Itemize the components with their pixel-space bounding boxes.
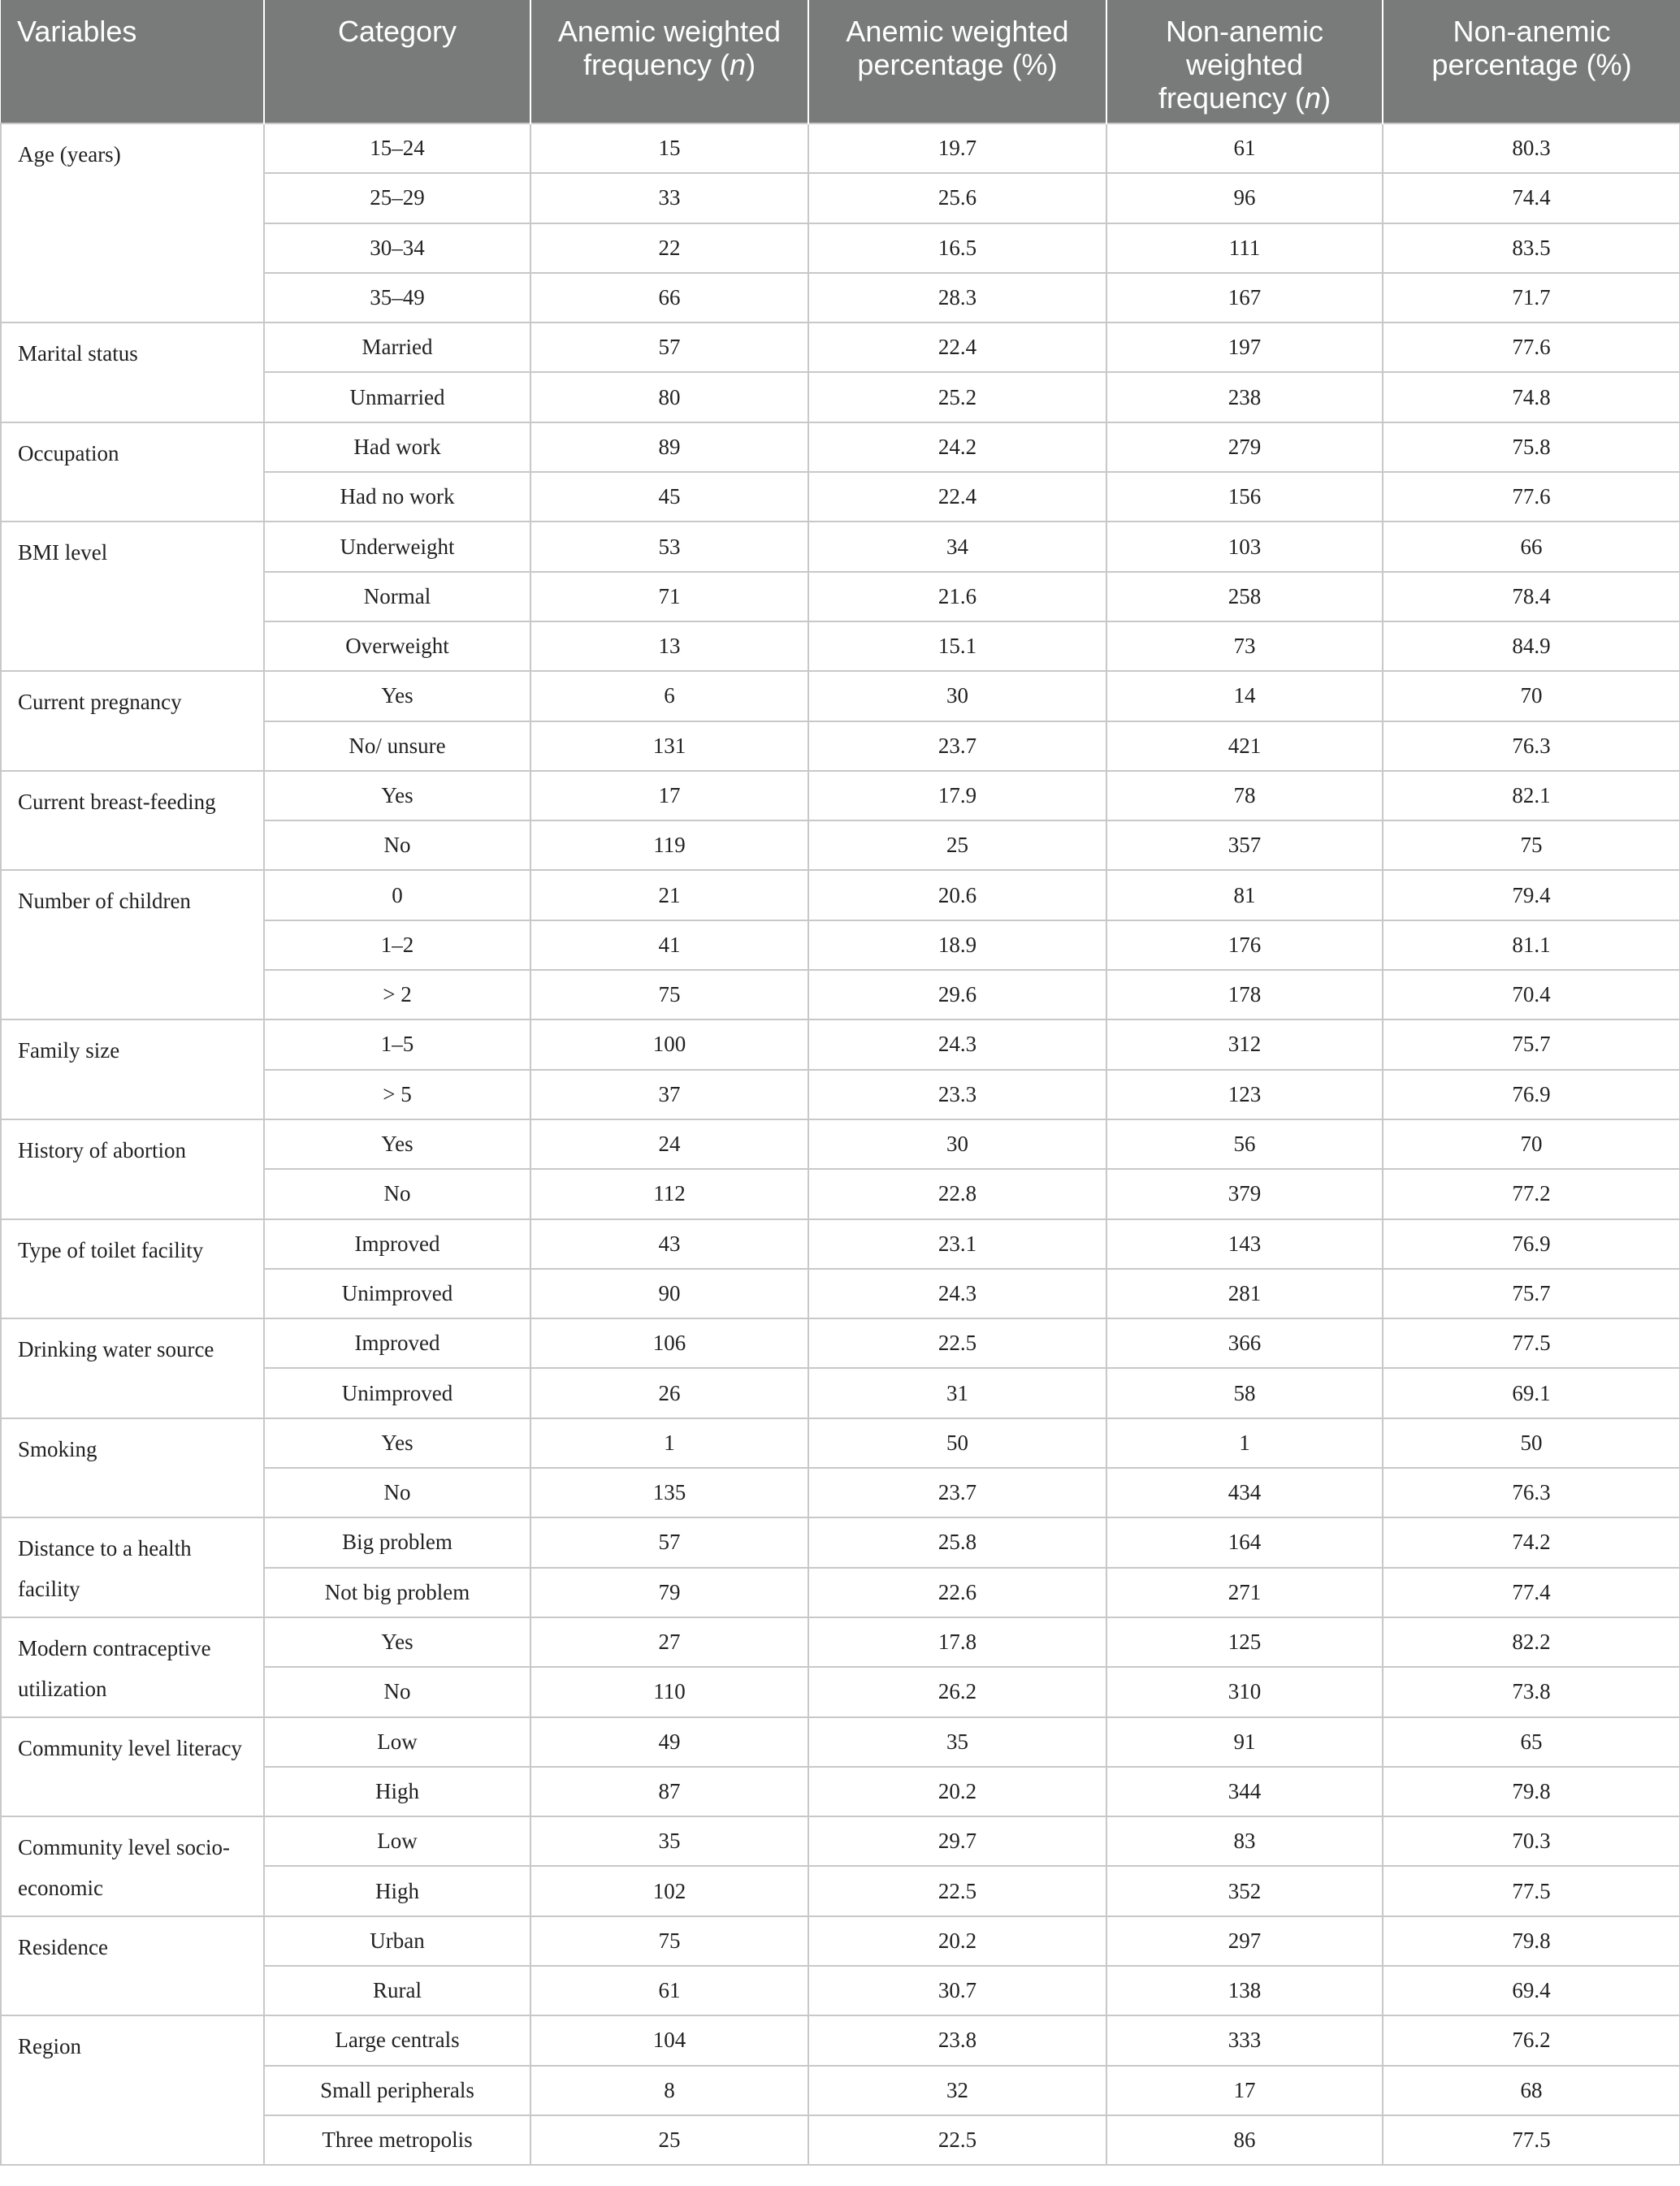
non-anemic-percentage-cell: 70.3 bbox=[1383, 1816, 1680, 1866]
variable-cell: Community level literacy bbox=[1, 1717, 264, 1817]
anemic-percentage-cell: 22.4 bbox=[808, 322, 1106, 372]
table-row bbox=[1, 1219, 1680, 1269]
category-cell: No bbox=[264, 1667, 530, 1716]
anemic-frequency-cell: 90 bbox=[530, 1269, 808, 1318]
variable-cell: Age (years) bbox=[1, 123, 264, 322]
anemic-percentage-cell: 30 bbox=[808, 671, 1106, 721]
anemic-percentage-cell: 18.9 bbox=[808, 920, 1106, 970]
anemic-frequency-cell: 80 bbox=[530, 372, 808, 422]
table-row bbox=[1, 1617, 1680, 1667]
category-cell: High bbox=[264, 1866, 530, 1915]
non-anemic-frequency-cell: 91 bbox=[1106, 1717, 1383, 1767]
category-cell: No bbox=[264, 1468, 530, 1517]
variable-cell: BMI level bbox=[1, 522, 264, 671]
anemic-percentage-cell: 15.1 bbox=[808, 621, 1106, 671]
anemic-frequency-cell: 66 bbox=[530, 273, 808, 322]
category-cell: No bbox=[264, 820, 530, 870]
category-cell: No bbox=[264, 1169, 530, 1219]
variable-cell: Family size bbox=[1, 1019, 264, 1119]
non-anemic-frequency-cell: 156 bbox=[1106, 472, 1383, 522]
category-cell: Unimproved bbox=[264, 1269, 530, 1318]
anemic-frequency-cell: 8 bbox=[530, 2066, 808, 2115]
anemic-percentage-cell: 29.6 bbox=[808, 970, 1106, 1019]
non-anemic-frequency-cell: 83 bbox=[1106, 1816, 1383, 1866]
anemic-frequency-cell: 89 bbox=[530, 422, 808, 472]
anemic-percentage-cell: 22.6 bbox=[808, 1568, 1106, 1617]
non-anemic-frequency-cell: 297 bbox=[1106, 1916, 1383, 1966]
anemic-percentage-cell: 28.3 bbox=[808, 273, 1106, 322]
anemic-frequency-cell: 53 bbox=[530, 522, 808, 571]
category-cell: No/ unsure bbox=[264, 721, 530, 771]
non-anemic-percentage-cell: 82.1 bbox=[1383, 771, 1680, 820]
non-anemic-percentage-cell: 77.5 bbox=[1383, 2115, 1680, 2165]
anemic-percentage-cell: 31 bbox=[808, 1368, 1106, 1418]
category-cell: 35–49 bbox=[264, 273, 530, 322]
category-cell: Yes bbox=[264, 671, 530, 721]
anemic-frequency-cell: 131 bbox=[530, 721, 808, 771]
non-anemic-frequency-cell: 103 bbox=[1106, 522, 1383, 571]
non-anemic-frequency-cell: 167 bbox=[1106, 273, 1383, 322]
anemic-frequency-cell: 110 bbox=[530, 1667, 808, 1716]
non-anemic-percentage-cell: 80.3 bbox=[1383, 123, 1680, 173]
anemic-percentage-cell: 17.9 bbox=[808, 771, 1106, 820]
variable-cell: Occupation bbox=[1, 422, 264, 522]
anemic-percentage-cell: 29.7 bbox=[808, 1816, 1106, 1866]
non-anemic-frequency-cell: 111 bbox=[1106, 223, 1383, 273]
non-anemic-percentage-cell: 66 bbox=[1383, 522, 1680, 571]
non-anemic-percentage-cell: 70 bbox=[1383, 671, 1680, 721]
non-anemic-percentage-cell: 83.5 bbox=[1383, 223, 1680, 273]
non-anemic-percentage-cell: 81.1 bbox=[1383, 920, 1680, 970]
anemic-frequency-cell: 57 bbox=[530, 322, 808, 372]
anemic-percentage-cell: 24.2 bbox=[808, 422, 1106, 472]
table-row bbox=[1, 1019, 1680, 1069]
anemic-frequency-cell: 24 bbox=[530, 1119, 808, 1169]
category-cell: Small peripherals bbox=[264, 2066, 530, 2115]
category-cell: 1–5 bbox=[264, 1019, 530, 1069]
category-cell: Large centrals bbox=[264, 2015, 530, 2065]
category-cell: > 5 bbox=[264, 1070, 530, 1119]
category-cell: Not big problem bbox=[264, 1568, 530, 1617]
anemic-frequency-cell: 6 bbox=[530, 671, 808, 721]
non-anemic-percentage-cell: 75.7 bbox=[1383, 1269, 1680, 1318]
non-anemic-frequency-cell: 421 bbox=[1106, 721, 1383, 771]
category-cell: Urban bbox=[264, 1916, 530, 1966]
anemic-frequency-cell: 1 bbox=[530, 1418, 808, 1468]
anemic-percentage-cell: 16.5 bbox=[808, 223, 1106, 273]
header-anemic-percentage: Anemic weighted percentage (%) bbox=[808, 0, 1106, 123]
anemic-percentage-cell: 32 bbox=[808, 2066, 1106, 2115]
non-anemic-frequency-cell: 281 bbox=[1106, 1269, 1383, 1318]
category-cell: 0 bbox=[264, 870, 530, 920]
table-row bbox=[1, 671, 1680, 721]
anemic-percentage-cell: 22.8 bbox=[808, 1169, 1106, 1219]
anemic-frequency-cell: 45 bbox=[530, 472, 808, 522]
anemic-frequency-cell: 21 bbox=[530, 870, 808, 920]
category-cell: High bbox=[264, 1767, 530, 1816]
anemic-frequency-cell: 75 bbox=[530, 970, 808, 1019]
category-cell: 1–2 bbox=[264, 920, 530, 970]
anemic-percentage-cell: 23.7 bbox=[808, 721, 1106, 771]
anemic-percentage-cell: 24.3 bbox=[808, 1019, 1106, 1069]
table-row bbox=[1, 522, 1680, 571]
category-cell: > 2 bbox=[264, 970, 530, 1019]
non-anemic-frequency-cell: 78 bbox=[1106, 771, 1383, 820]
anemic-frequency-cell: 13 bbox=[530, 621, 808, 671]
anemic-frequency-cell: 33 bbox=[530, 173, 808, 223]
non-anemic-percentage-cell: 79.8 bbox=[1383, 1916, 1680, 1966]
anemic-percentage-cell: 22.5 bbox=[808, 2115, 1106, 2165]
anemic-percentage-cell: 50 bbox=[808, 1418, 1106, 1468]
category-cell: Unimproved bbox=[264, 1368, 530, 1418]
non-anemic-percentage-cell: 74.8 bbox=[1383, 372, 1680, 422]
anemic-percentage-cell: 30.7 bbox=[808, 1966, 1106, 2015]
non-anemic-frequency-cell: 344 bbox=[1106, 1767, 1383, 1816]
non-anemic-frequency-cell: 86 bbox=[1106, 2115, 1383, 2165]
non-anemic-percentage-cell: 82.2 bbox=[1383, 1617, 1680, 1667]
category-cell: Unmarried bbox=[264, 372, 530, 422]
variable-cell: Distance to a health facility bbox=[1, 1517, 264, 1617]
non-anemic-frequency-cell: 96 bbox=[1106, 173, 1383, 223]
non-anemic-percentage-cell: 74.4 bbox=[1383, 173, 1680, 223]
variable-cell: Number of children bbox=[1, 870, 264, 1019]
category-cell: 25–29 bbox=[264, 173, 530, 223]
non-anemic-frequency-cell: 357 bbox=[1106, 820, 1383, 870]
non-anemic-frequency-cell: 125 bbox=[1106, 1617, 1383, 1667]
non-anemic-percentage-cell: 76.2 bbox=[1383, 2015, 1680, 2065]
anemic-percentage-cell: 34 bbox=[808, 522, 1106, 571]
variable-cell: Drinking water source bbox=[1, 1318, 264, 1418]
anemic-frequency-cell: 35 bbox=[530, 1816, 808, 1866]
non-anemic-frequency-cell: 434 bbox=[1106, 1468, 1383, 1517]
non-anemic-frequency-cell: 164 bbox=[1106, 1517, 1383, 1567]
anemic-percentage-cell: 23.7 bbox=[808, 1468, 1106, 1517]
anemic-frequency-cell: 79 bbox=[530, 1568, 808, 1617]
anemic-percentage-cell: 23.8 bbox=[808, 2015, 1106, 2065]
anemic-frequency-cell: 17 bbox=[530, 771, 808, 820]
category-cell: Yes bbox=[264, 1617, 530, 1667]
table-row bbox=[1, 1816, 1680, 1866]
non-anemic-percentage-cell: 76.3 bbox=[1383, 1468, 1680, 1517]
header-category: Category bbox=[264, 0, 530, 123]
anemic-percentage-cell: 26.2 bbox=[808, 1667, 1106, 1716]
table-row bbox=[1, 322, 1680, 372]
anemic-frequency-cell: 57 bbox=[530, 1517, 808, 1567]
header-non-anemic-frequency: Non-anemic weighted frequency (n) bbox=[1106, 0, 1383, 123]
anemic-percentage-cell: 23.3 bbox=[808, 1070, 1106, 1119]
table-row bbox=[1, 1318, 1680, 1368]
variable-cell: Smoking bbox=[1, 1418, 264, 1518]
table-row bbox=[1, 1916, 1680, 1966]
non-anemic-frequency-cell: 178 bbox=[1106, 970, 1383, 1019]
variable-cell: Type of toilet facility bbox=[1, 1219, 264, 1319]
variable-cell: Marital status bbox=[1, 322, 264, 422]
non-anemic-percentage-cell: 76.3 bbox=[1383, 721, 1680, 771]
non-anemic-percentage-cell: 84.9 bbox=[1383, 621, 1680, 671]
non-anemic-percentage-cell: 77.5 bbox=[1383, 1866, 1680, 1915]
anemic-percentage-cell: 17.8 bbox=[808, 1617, 1106, 1667]
anemic-percentage-cell: 20.2 bbox=[808, 1767, 1106, 1816]
non-anemic-percentage-cell: 77.5 bbox=[1383, 1318, 1680, 1368]
anemic-frequency-cell: 75 bbox=[530, 1916, 808, 1966]
anemic-frequency-cell: 135 bbox=[530, 1468, 808, 1517]
header-row bbox=[1, 0, 1680, 123]
non-anemic-percentage-cell: 77.6 bbox=[1383, 322, 1680, 372]
non-anemic-percentage-cell: 77.6 bbox=[1383, 472, 1680, 522]
non-anemic-percentage-cell: 69.1 bbox=[1383, 1368, 1680, 1418]
anemic-frequency-cell: 22 bbox=[530, 223, 808, 273]
non-anemic-percentage-cell: 78.4 bbox=[1383, 572, 1680, 621]
category-cell: Yes bbox=[264, 1418, 530, 1468]
non-anemic-frequency-cell: 58 bbox=[1106, 1368, 1383, 1418]
non-anemic-percentage-cell: 68 bbox=[1383, 2066, 1680, 2115]
table-body bbox=[1, 123, 1680, 2165]
anemic-percentage-cell: 25.2 bbox=[808, 372, 1106, 422]
variable-cell: History of abortion bbox=[1, 1119, 264, 1219]
non-anemic-frequency-cell: 1 bbox=[1106, 1418, 1383, 1468]
header-variables: Variables bbox=[1, 0, 264, 123]
table-row bbox=[1, 1119, 1680, 1169]
anemic-percentage-cell: 25.6 bbox=[808, 173, 1106, 223]
anemic-percentage-cell: 23.1 bbox=[808, 1219, 1106, 1269]
category-cell: Underweight bbox=[264, 522, 530, 571]
non-anemic-frequency-cell: 176 bbox=[1106, 920, 1383, 970]
table-row bbox=[1, 771, 1680, 820]
non-anemic-frequency-cell: 258 bbox=[1106, 572, 1383, 621]
non-anemic-percentage-cell: 79.8 bbox=[1383, 1767, 1680, 1816]
anemic-frequency-cell: 104 bbox=[530, 2015, 808, 2065]
anemic-percentage-cell: 25.8 bbox=[808, 1517, 1106, 1567]
non-anemic-frequency-cell: 61 bbox=[1106, 123, 1383, 173]
table-row bbox=[1, 1418, 1680, 1468]
non-anemic-frequency-cell: 271 bbox=[1106, 1568, 1383, 1617]
anemic-frequency-cell: 15 bbox=[530, 123, 808, 173]
non-anemic-percentage-cell: 71.7 bbox=[1383, 273, 1680, 322]
non-anemic-frequency-cell: 143 bbox=[1106, 1219, 1383, 1269]
category-cell: Big problem bbox=[264, 1517, 530, 1567]
anemic-percentage-cell: 20.2 bbox=[808, 1916, 1106, 1966]
anemic-frequency-cell: 25 bbox=[530, 2115, 808, 2165]
anemic-frequency-cell: 27 bbox=[530, 1617, 808, 1667]
variable-cell: Current pregnancy bbox=[1, 671, 264, 771]
non-anemic-percentage-cell: 77.4 bbox=[1383, 1568, 1680, 1617]
non-anemic-frequency-cell: 56 bbox=[1106, 1119, 1383, 1169]
non-anemic-percentage-cell: 74.2 bbox=[1383, 1517, 1680, 1567]
non-anemic-frequency-cell: 379 bbox=[1106, 1169, 1383, 1219]
table-row bbox=[1, 1517, 1680, 1567]
non-anemic-frequency-cell: 333 bbox=[1106, 2015, 1383, 2065]
non-anemic-frequency-cell: 81 bbox=[1106, 870, 1383, 920]
non-anemic-frequency-cell: 14 bbox=[1106, 671, 1383, 721]
category-cell: 15–24 bbox=[264, 123, 530, 173]
category-cell: Yes bbox=[264, 771, 530, 820]
table-row bbox=[1, 870, 1680, 920]
table-row bbox=[1, 422, 1680, 472]
non-anemic-frequency-cell: 352 bbox=[1106, 1866, 1383, 1915]
anemic-percentage-cell: 22.5 bbox=[808, 1866, 1106, 1915]
category-cell: Overweight bbox=[264, 621, 530, 671]
anemic-percentage-cell: 30 bbox=[808, 1119, 1106, 1169]
non-anemic-percentage-cell: 77.2 bbox=[1383, 1169, 1680, 1219]
category-cell: Three metropolis bbox=[264, 2115, 530, 2165]
non-anemic-percentage-cell: 69.4 bbox=[1383, 1966, 1680, 2015]
anemic-percentage-cell: 20.6 bbox=[808, 870, 1106, 920]
table-row bbox=[1, 2015, 1680, 2065]
anemic-frequency-cell: 119 bbox=[530, 820, 808, 870]
anemic-percentage-cell: 25 bbox=[808, 820, 1106, 870]
anemic-frequency-cell: 61 bbox=[530, 1966, 808, 2015]
category-cell: Normal bbox=[264, 572, 530, 621]
anemic-percentage-cell: 19.7 bbox=[808, 123, 1106, 173]
non-anemic-frequency-cell: 138 bbox=[1106, 1966, 1383, 2015]
variable-cell: Community level socio-economic bbox=[1, 1816, 264, 1916]
category-cell: Improved bbox=[264, 1318, 530, 1368]
anemic-percentage-cell: 35 bbox=[808, 1717, 1106, 1767]
anemic-percentage-cell: 22.4 bbox=[808, 472, 1106, 522]
anemic-frequency-cell: 102 bbox=[530, 1866, 808, 1915]
non-anemic-percentage-cell: 76.9 bbox=[1383, 1070, 1680, 1119]
category-cell: Low bbox=[264, 1816, 530, 1866]
non-anemic-percentage-cell: 73.8 bbox=[1383, 1667, 1680, 1716]
category-cell: Had work bbox=[264, 422, 530, 472]
non-anemic-percentage-cell: 50 bbox=[1383, 1418, 1680, 1468]
non-anemic-frequency-cell: 310 bbox=[1106, 1667, 1383, 1716]
header-anemic-frequency: Anemic weighted frequency (n) bbox=[530, 0, 808, 123]
category-cell: Yes bbox=[264, 1119, 530, 1169]
anemic-frequency-cell: 112 bbox=[530, 1169, 808, 1219]
category-cell: Low bbox=[264, 1717, 530, 1767]
anemic-frequency-cell: 43 bbox=[530, 1219, 808, 1269]
table-row bbox=[1, 123, 1680, 173]
non-anemic-frequency-cell: 366 bbox=[1106, 1318, 1383, 1368]
non-anemic-frequency-cell: 312 bbox=[1106, 1019, 1383, 1069]
category-cell: 30–34 bbox=[264, 223, 530, 273]
anemic-percentage-cell: 22.5 bbox=[808, 1318, 1106, 1368]
non-anemic-percentage-cell: 76.9 bbox=[1383, 1219, 1680, 1269]
anemic-frequency-cell: 37 bbox=[530, 1070, 808, 1119]
anemic-frequency-cell: 100 bbox=[530, 1019, 808, 1069]
anemic-frequency-cell: 41 bbox=[530, 920, 808, 970]
table-row bbox=[1, 1717, 1680, 1767]
variable-cell: Current breast-feeding bbox=[1, 771, 264, 871]
category-cell: Rural bbox=[264, 1966, 530, 2015]
non-anemic-frequency-cell: 279 bbox=[1106, 422, 1383, 472]
non-anemic-percentage-cell: 79.4 bbox=[1383, 870, 1680, 920]
anemic-frequency-cell: 87 bbox=[530, 1767, 808, 1816]
non-anemic-percentage-cell: 70.4 bbox=[1383, 970, 1680, 1019]
variable-cell: Modern contraceptive utilization bbox=[1, 1617, 264, 1717]
non-anemic-percentage-cell: 75.7 bbox=[1383, 1019, 1680, 1069]
anemic-percentage-cell: 24.3 bbox=[808, 1269, 1106, 1318]
non-anemic-percentage-cell: 70 bbox=[1383, 1119, 1680, 1169]
non-anemic-percentage-cell: 65 bbox=[1383, 1717, 1680, 1767]
anemic-frequency-cell: 49 bbox=[530, 1717, 808, 1767]
category-cell: Had no work bbox=[264, 472, 530, 522]
anemic-frequency-cell: 106 bbox=[530, 1318, 808, 1368]
variable-cell: Region bbox=[1, 2015, 264, 2165]
category-cell: Improved bbox=[264, 1219, 530, 1269]
category-cell: Married bbox=[264, 322, 530, 372]
non-anemic-frequency-cell: 238 bbox=[1106, 372, 1383, 422]
anemic-frequency-cell: 71 bbox=[530, 572, 808, 621]
anemic-percentage-cell: 21.6 bbox=[808, 572, 1106, 621]
non-anemic-frequency-cell: 73 bbox=[1106, 621, 1383, 671]
non-anemic-percentage-cell: 75.8 bbox=[1383, 422, 1680, 472]
anemic-frequency-cell: 26 bbox=[530, 1368, 808, 1418]
non-anemic-frequency-cell: 197 bbox=[1106, 322, 1383, 372]
non-anemic-percentage-cell: 75 bbox=[1383, 820, 1680, 870]
non-anemic-frequency-cell: 17 bbox=[1106, 2066, 1383, 2115]
header-non-anemic-percentage: Non-anemic percentage (%) bbox=[1383, 0, 1680, 123]
variable-cell: Residence bbox=[1, 1916, 264, 2016]
non-anemic-frequency-cell: 123 bbox=[1106, 1070, 1383, 1119]
